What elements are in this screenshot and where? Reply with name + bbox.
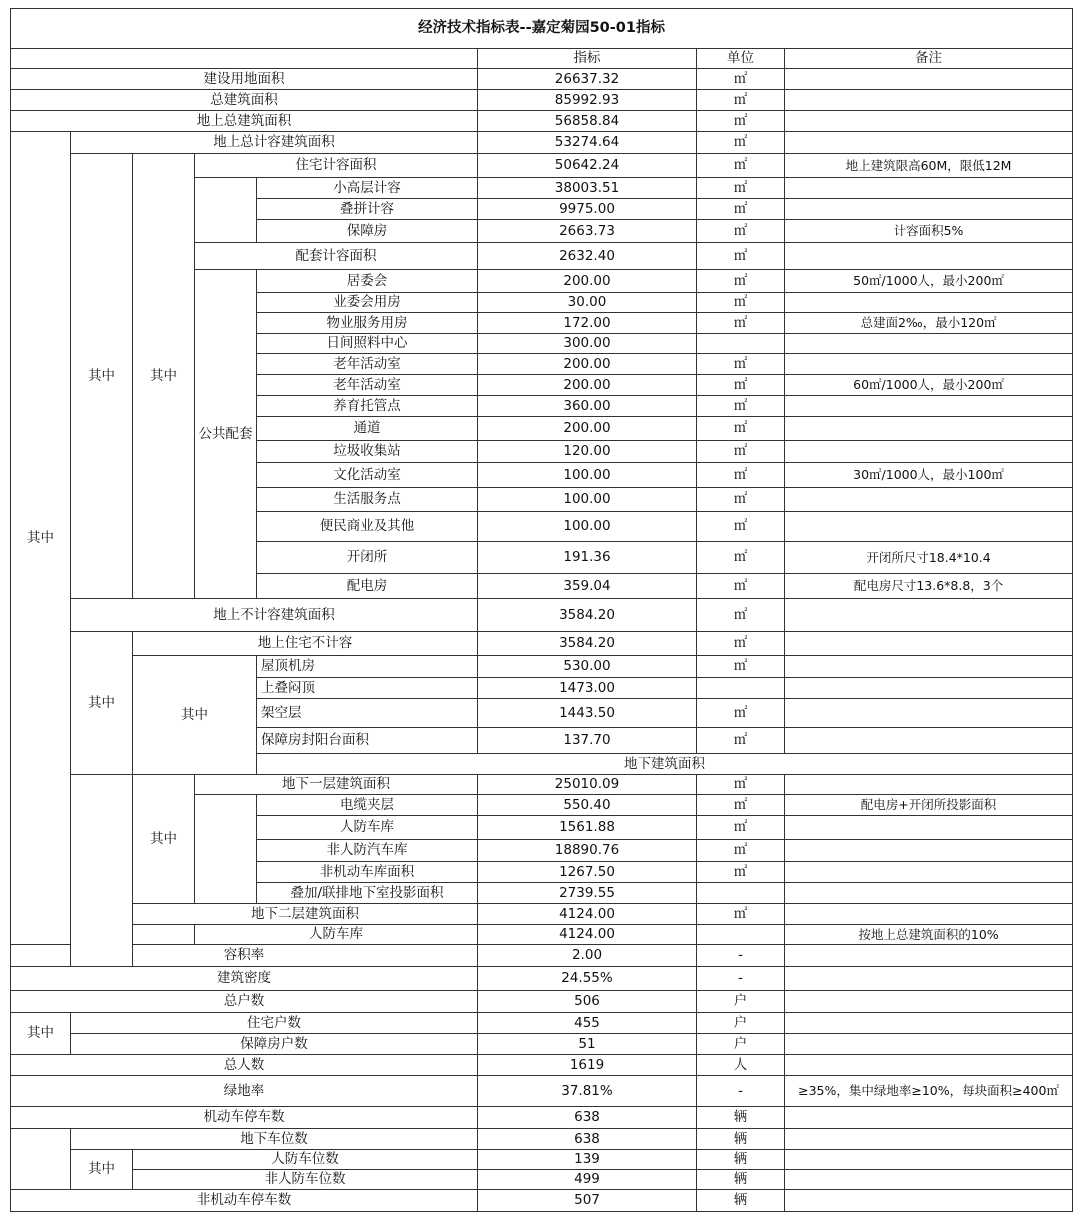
row-label: 老年活动室 [257, 354, 478, 375]
row-value: 360.00 [478, 396, 697, 417]
row-label: 叠拼计容 [257, 199, 478, 220]
row-unit: 辆 [697, 1150, 785, 1170]
row-label: 配电房 [257, 574, 478, 599]
group-label-qizhong: 其中 [71, 154, 133, 599]
group-label-qizhong: 其中 [71, 632, 133, 775]
row-value: 1443.50 [478, 699, 697, 728]
group-label-qizhong: 其中 [71, 1150, 133, 1190]
table-row [11, 656, 1073, 678]
row-unit: ㎡ [697, 199, 785, 220]
row-note [785, 599, 1073, 632]
group-blank [11, 1129, 71, 1190]
row-label: 物业服务用房 [257, 313, 478, 334]
row-note [785, 293, 1073, 313]
row-unit: ㎡ [697, 178, 785, 199]
row-value: 26637.32 [478, 69, 697, 90]
row-unit: 户 [697, 1013, 785, 1034]
row-label: 开闭所 [257, 542, 478, 574]
row-note: 配电房尺寸13.6*8.8，3个 [785, 574, 1073, 599]
row-unit: ㎡ [697, 111, 785, 132]
row-label: 人防车位数 [133, 1150, 478, 1170]
group-label-public-facilities: 公共配套 [195, 270, 257, 599]
row-unit: ㎡ [697, 417, 785, 441]
row-unit: 辆 [697, 1107, 785, 1129]
row-note [785, 69, 1073, 90]
row-note [785, 656, 1073, 678]
row-value: 191.36 [478, 542, 697, 574]
row-unit: ㎡ [697, 775, 785, 795]
row-value: 200.00 [478, 270, 697, 293]
table-title: 经济技术指标表--嘉定菊园50-01指标 [11, 9, 1073, 49]
row-unit: ㎡ [697, 816, 785, 840]
row-unit: ㎡ [697, 728, 785, 754]
row-unit: ㎡ [697, 574, 785, 599]
header-blank [11, 49, 478, 69]
row-label: 保障房 [257, 220, 478, 243]
row-note: 配电房+开闭所投影面积 [785, 795, 1073, 816]
row-unit: ㎡ [697, 375, 785, 396]
row-value: 18890.76 [478, 840, 697, 862]
row-label: 架空层 [257, 699, 478, 728]
row-unit: ㎡ [697, 396, 785, 417]
row-label: 保障房户数 [71, 1034, 478, 1055]
row-label: 人防车库 [257, 816, 478, 840]
row-unit: ㎡ [697, 441, 785, 463]
row-value: 120.00 [478, 441, 697, 463]
row-note: 按地上总建筑面积的10% [785, 925, 1073, 945]
row-note [785, 1129, 1073, 1150]
row-value: 24.55% [478, 967, 697, 991]
row-note: 30㎡/1000人，最小100㎡ [785, 463, 1073, 488]
row-label: 叠加/联排地下室投影面积 [257, 883, 478, 904]
row-note: 开闭所尺寸18.4*10.4 [785, 542, 1073, 574]
row-label: 绿地率 [11, 1076, 478, 1107]
row-value: 25010.09 [478, 775, 697, 795]
row-unit [697, 883, 785, 904]
row-label: 建设用地面积 [11, 69, 478, 90]
group-blank [195, 178, 257, 243]
row-note [785, 678, 1073, 699]
table-row [11, 945, 1073, 967]
row-value: 50642.24 [478, 154, 697, 178]
row-note [785, 699, 1073, 728]
row-value: 3584.20 [478, 632, 697, 656]
table-row [11, 991, 1073, 1013]
title-row [11, 9, 1073, 49]
row-note [785, 354, 1073, 375]
row-unit: ㎡ [697, 270, 785, 293]
row-unit: ㎡ [697, 354, 785, 375]
row-label: 养育托管点 [257, 396, 478, 417]
row-label: 住宅户数 [71, 1013, 478, 1034]
row-label: 总人数 [11, 1055, 478, 1076]
row-note [785, 967, 1073, 991]
table-row [11, 904, 1073, 925]
row-label: 配套计容面积 [195, 243, 478, 270]
row-label: 地上住宅不计容 [133, 632, 478, 656]
group-blank [71, 775, 133, 967]
row-note [785, 1150, 1073, 1170]
row-unit: ㎡ [697, 463, 785, 488]
row-note [785, 904, 1073, 925]
group-label-qizhong: 其中 [133, 775, 195, 904]
row-value: 9975.00 [478, 199, 697, 220]
row-value: 100.00 [478, 463, 697, 488]
row-label: 总户数 [11, 991, 478, 1013]
table-row [11, 111, 1073, 132]
row-value: 37.81% [478, 1076, 697, 1107]
row-value: 359.04 [478, 574, 697, 599]
row-unit: ㎡ [697, 313, 785, 334]
row-value: 2632.40 [478, 243, 697, 270]
row-unit: ㎡ [697, 904, 785, 925]
row-label: 地下二层建筑面积 [133, 904, 478, 925]
row-note [785, 243, 1073, 270]
table-row [11, 1055, 1073, 1076]
row-note [785, 1013, 1073, 1034]
header-note: 备注 [785, 49, 1073, 69]
row-unit: 辆 [697, 1129, 785, 1150]
row-label: 保障房封阳台面积 [257, 728, 478, 754]
row-value: 507 [478, 1190, 697, 1212]
row-value: 56858.84 [478, 111, 697, 132]
row-unit: - [697, 945, 785, 967]
row-unit: ㎡ [697, 542, 785, 574]
row-note [785, 840, 1073, 862]
row-label: 业委会用房 [257, 293, 478, 313]
header-value: 指标 [478, 49, 697, 69]
table-row [11, 775, 1073, 795]
row-label: 非人防车位数 [133, 1170, 478, 1190]
row-note [785, 1107, 1073, 1129]
row-note [785, 883, 1073, 904]
row-note: 50㎡/1000人，最小200㎡ [785, 270, 1073, 293]
row-label: 地下车位数 [71, 1129, 478, 1150]
row-note [785, 816, 1073, 840]
table-row [11, 1107, 1073, 1129]
row-value: 455 [478, 1013, 697, 1034]
row-unit [697, 925, 785, 945]
group-label-qizhong: 其中 [133, 656, 257, 775]
row-unit: ㎡ [697, 243, 785, 270]
row-unit: ㎡ [697, 154, 785, 178]
row-note [785, 132, 1073, 154]
header-row [11, 49, 1073, 69]
row-value: 53274.64 [478, 132, 697, 154]
row-unit: ㎡ [697, 656, 785, 678]
row-value: 499 [478, 1170, 697, 1190]
row-unit: ㎡ [697, 132, 785, 154]
row-label: 建筑密度 [11, 967, 478, 991]
row-label: 电缆夹层 [257, 795, 478, 816]
row-unit: 人 [697, 1055, 785, 1076]
row-value: 200.00 [478, 375, 697, 396]
indicator-table [10, 8, 1073, 1212]
row-note: 计容面积5% [785, 220, 1073, 243]
row-note [785, 1190, 1073, 1212]
row-unit [697, 334, 785, 354]
row-value: 2739.55 [478, 883, 697, 904]
row-label: 总建筑面积 [11, 90, 478, 111]
row-note [785, 396, 1073, 417]
row-label: 非机动车库面积 [257, 862, 478, 883]
row-note [785, 488, 1073, 512]
table-row [11, 90, 1073, 111]
row-note [785, 862, 1073, 883]
row-note: 总建面2‰，最小120㎡ [785, 313, 1073, 334]
row-note [785, 991, 1073, 1013]
row-value: 506 [478, 991, 697, 1013]
row-label: 居委会 [257, 270, 478, 293]
row-value: 4124.00 [478, 904, 697, 925]
row-unit [697, 678, 785, 699]
table-row [11, 599, 1073, 632]
row-unit: 辆 [697, 1190, 785, 1212]
row-unit: ㎡ [697, 488, 785, 512]
group-blank [133, 925, 195, 945]
table-row [11, 967, 1073, 991]
row-label: 人防车库 [195, 925, 478, 945]
table-row [11, 925, 1073, 945]
row-unit: 户 [697, 1034, 785, 1055]
table-row [11, 1129, 1073, 1150]
table-row [11, 132, 1073, 154]
row-unit: 辆 [697, 1170, 785, 1190]
row-note [785, 1034, 1073, 1055]
row-unit: ㎡ [697, 293, 785, 313]
row-label: 老年活动室 [257, 375, 478, 396]
row-note [785, 728, 1073, 754]
row-note [785, 417, 1073, 441]
row-label: 通道 [257, 417, 478, 441]
row-value: 100.00 [478, 488, 697, 512]
row-label: 日间照料中心 [257, 334, 478, 354]
row-label: 非机动车停车数 [11, 1190, 478, 1212]
row-label: 机动车停车数 [11, 1107, 478, 1129]
row-label: 非人防汽车库 [257, 840, 478, 862]
row-label: 生活服务点 [257, 488, 478, 512]
table-row [11, 1013, 1073, 1034]
row-note [785, 441, 1073, 463]
row-unit: ㎡ [697, 795, 785, 816]
row-label: 屋顶机房 [257, 656, 478, 678]
row-unit: ㎡ [697, 862, 785, 883]
row-label: 地上总建筑面积 [11, 111, 478, 132]
row-label: 地上不计容建筑面积 [71, 599, 478, 632]
row-value: 3584.20 [478, 599, 697, 632]
row-label: 上叠闷顶 [257, 678, 478, 699]
table-row [11, 1076, 1073, 1107]
row-note [785, 178, 1073, 199]
row-value: 2663.73 [478, 220, 697, 243]
row-label: 地下建筑面积 [257, 754, 1073, 775]
table-row [11, 1150, 1073, 1170]
row-note [785, 199, 1073, 220]
row-unit: ㎡ [697, 220, 785, 243]
table-row [11, 154, 1073, 178]
header-unit: 单位 [697, 49, 785, 69]
group-label-qizhong: 其中 [133, 154, 195, 599]
row-unit: ㎡ [697, 840, 785, 862]
row-value: 30.00 [478, 293, 697, 313]
row-note: 60㎡/1000人，最小200㎡ [785, 375, 1073, 396]
row-unit: ㎡ [697, 599, 785, 632]
row-value: 85992.93 [478, 90, 697, 111]
row-label: 地下一层建筑面积 [195, 775, 478, 795]
row-note [785, 90, 1073, 111]
row-value: 550.40 [478, 795, 697, 816]
row-note [785, 111, 1073, 132]
row-note: 地上建筑限高60M，限低12M [785, 154, 1073, 178]
row-value: 139 [478, 1150, 697, 1170]
row-unit: ㎡ [697, 69, 785, 90]
row-label: 小高层计容 [257, 178, 478, 199]
row-value: 51 [478, 1034, 697, 1055]
row-label: 住宅计容面积 [195, 154, 478, 178]
row-label: 便民商业及其他 [257, 512, 478, 542]
table-row [11, 632, 1073, 656]
row-value: 200.00 [478, 417, 697, 441]
group-label-qizhong: 其中 [11, 132, 71, 945]
row-value: 300.00 [478, 334, 697, 354]
row-value: 4124.00 [478, 925, 697, 945]
row-unit: - [697, 967, 785, 991]
row-value: 38003.51 [478, 178, 697, 199]
row-value: 2.00 [478, 945, 697, 967]
group-blank [195, 795, 257, 904]
row-note [785, 1170, 1073, 1190]
row-note [785, 632, 1073, 656]
table-row [11, 1190, 1073, 1212]
row-unit: ㎡ [697, 90, 785, 111]
row-note [785, 334, 1073, 354]
row-unit: ㎡ [697, 699, 785, 728]
row-value: 638 [478, 1129, 697, 1150]
row-unit: ㎡ [697, 512, 785, 542]
row-unit: ㎡ [697, 632, 785, 656]
row-note [785, 1055, 1073, 1076]
row-unit: 户 [697, 991, 785, 1013]
row-value: 1619 [478, 1055, 697, 1076]
row-note [785, 945, 1073, 967]
row-label: 容积率 [11, 945, 478, 967]
row-value: 137.70 [478, 728, 697, 754]
row-value: 1561.88 [478, 816, 697, 840]
group-label-qizhong: 其中 [11, 1013, 71, 1055]
row-value: 638 [478, 1107, 697, 1129]
table-row [11, 1034, 1073, 1055]
table-row [11, 1170, 1073, 1190]
row-value: 1473.00 [478, 678, 697, 699]
row-note: ≥35%，集中绿地率≥10%，每块面积≥400㎡ [785, 1076, 1073, 1107]
row-value: 172.00 [478, 313, 697, 334]
row-unit: - [697, 1076, 785, 1107]
row-value: 1267.50 [478, 862, 697, 883]
row-note [785, 512, 1073, 542]
row-label: 垃圾收集站 [257, 441, 478, 463]
row-value: 530.00 [478, 656, 697, 678]
row-value: 200.00 [478, 354, 697, 375]
row-label: 地上总计容建筑面积 [71, 132, 478, 154]
row-value: 100.00 [478, 512, 697, 542]
table-row [11, 69, 1073, 90]
row-note [785, 775, 1073, 795]
row-label: 文化活动室 [257, 463, 478, 488]
